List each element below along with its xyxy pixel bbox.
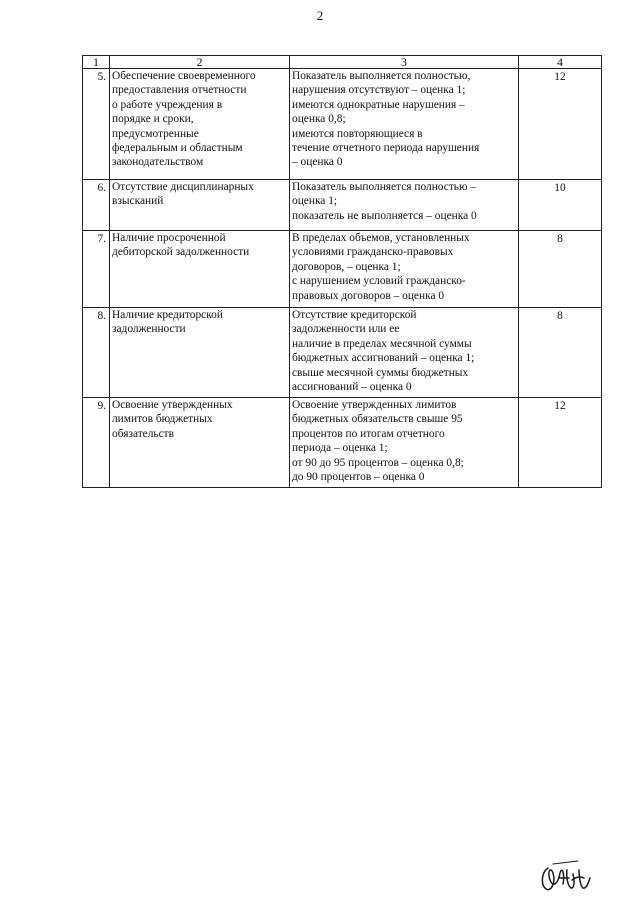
table-row xyxy=(83,308,602,398)
table-row xyxy=(83,231,602,308)
criteria-line: договоров, – оценка 1; xyxy=(292,260,401,273)
score-cell: 10 xyxy=(519,180,602,231)
indicator-cell xyxy=(110,308,290,398)
criteria-line: наличие в пределах месячной суммы xyxy=(292,337,472,350)
table-row xyxy=(83,180,602,231)
criteria-line: течение отчетного периода нарушения xyxy=(292,142,480,155)
signature xyxy=(538,858,593,898)
criteria-line: бюджетных ассигнований – оценка 1; xyxy=(292,352,475,365)
score-cell: 12 xyxy=(519,69,602,180)
criteria-line: условиями гражданско-правовых xyxy=(292,246,454,259)
row-number: 8. xyxy=(83,308,110,398)
indicator-line: дебиторской задолженности xyxy=(112,246,250,259)
indicator-line: Освоение утвержденных xyxy=(112,399,233,411)
header-col-1: 1 xyxy=(83,56,110,69)
criteria-line: В пределах объемов, установленных xyxy=(292,232,470,244)
criteria-cell xyxy=(290,180,519,231)
criteria-line: с нарушением условий гражданско- xyxy=(292,275,466,288)
score-cell: 8 xyxy=(519,308,602,398)
criteria-line: ассигнований – оценка 0 xyxy=(292,381,412,394)
table-row xyxy=(83,398,602,488)
indicator-line: обязательств xyxy=(112,427,175,440)
criteria-line: до 90 процентов – оценка 0 xyxy=(292,471,425,484)
header-col-3: 3 xyxy=(290,56,519,69)
criteria-line: показатель не выполняется – оценка 0 xyxy=(292,209,477,222)
page-number: 2 xyxy=(316,8,324,23)
criteria-cell xyxy=(290,398,519,488)
criteria-line: правовых договоров – оценка 0 xyxy=(292,289,445,302)
criteria-line: оценка 0,8; xyxy=(292,113,346,126)
criteria-line: имеются однократные нарушения – xyxy=(292,98,465,111)
criteria-line: имеются повторяющиеся в xyxy=(292,127,423,140)
row-number: 5. xyxy=(83,69,110,180)
indicator-cell xyxy=(110,180,290,231)
criteria-line: от 90 до 95 процентов – оценка 0,8; xyxy=(292,456,464,469)
criteria-line: процентов по итогам отчетного xyxy=(292,427,445,440)
criteria-line: Показатель выполняется полностью – xyxy=(292,181,477,193)
row-number: 6. xyxy=(83,180,110,231)
indicator-line: Наличие просроченной xyxy=(112,232,226,244)
indicator-line: Отсутствие дисциплинарных xyxy=(112,181,254,193)
indicator-line: порядке и сроки, xyxy=(112,113,194,126)
criteria-cell xyxy=(290,69,519,180)
criteria-cell xyxy=(290,308,519,398)
indicator-line: Наличие кредиторской xyxy=(112,309,223,321)
score-cell: 12 xyxy=(519,398,602,488)
indicator-cell xyxy=(110,231,290,308)
indicator-line: предоставления отчетности xyxy=(112,84,247,97)
criteria-line: Освоение утвержденных лимитов xyxy=(292,399,457,411)
indicator-line: взысканий xyxy=(112,195,164,208)
criteria-line: бюджетных обязательств свыше 95 xyxy=(292,413,463,426)
criteria-line: оценка 1; xyxy=(292,195,338,208)
indicator-line: федеральным и областным xyxy=(112,142,243,155)
criteria-line: задолженности или ее xyxy=(292,323,400,336)
table-header-row xyxy=(83,56,602,69)
criteria-line: периода – оценка 1; xyxy=(292,442,388,455)
row-number: 9. xyxy=(83,398,110,488)
indicator-line: задолженности xyxy=(112,323,186,336)
indicator-line: законодательством xyxy=(112,156,204,169)
indicator-cell xyxy=(110,69,290,180)
header-col-2: 2 xyxy=(110,56,290,69)
criteria-line: – оценка 0 xyxy=(292,156,343,169)
header-col-4: 4 xyxy=(519,56,602,69)
criteria-line: нарушения отсутствуют – оценка 1; xyxy=(292,84,466,97)
row-number: 7. xyxy=(83,231,110,308)
criteria-line: свыше месячной суммы бюджетных xyxy=(292,366,469,379)
score-cell: 8 xyxy=(519,231,602,308)
indicator-line: Обеспечение своевременного xyxy=(112,70,256,82)
indicator-cell xyxy=(110,398,290,488)
criteria-line: Показатель выполняется полностью, xyxy=(292,70,471,82)
indicator-line: лимитов бюджетных xyxy=(112,413,213,426)
indicator-line: предусмотренные xyxy=(112,127,199,140)
table-body xyxy=(83,69,602,488)
table-row xyxy=(83,69,602,180)
criteria-line: Отсутствие кредиторской xyxy=(292,309,417,321)
criteria-table xyxy=(82,55,602,488)
criteria-cell xyxy=(290,231,519,308)
indicator-line: о работе учреждения в xyxy=(112,98,223,111)
